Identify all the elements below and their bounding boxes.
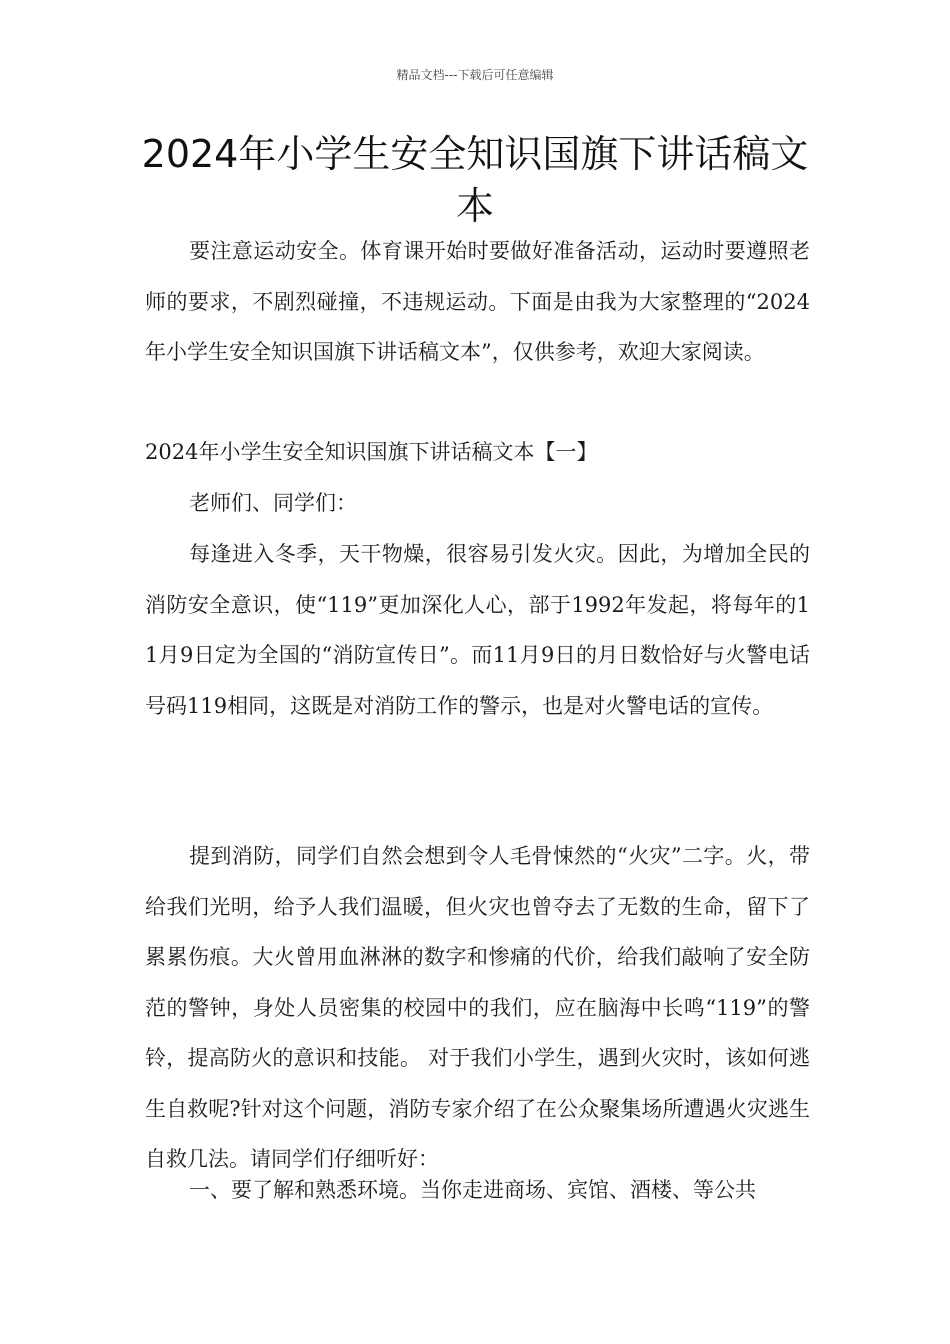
document-title: 2024年小学生安全知识国旗下讲话稿文本 [141,132,809,228]
greeting-line: 老师们、同学们： [189,491,357,515]
intro-paragraph: 要注意运动安全。体育课开始时要做好准备活动，运动时要遵照老师的要求，不剧烈碰撞，不违规运动。下面是由我为大家整理的“2024年小学生安全知识国旗下讲话稿文本”，仅供参考，欢迎大家阅读。 [145,239,810,364]
page-header-note: 精品文档---下载后可任意编辑 [396,68,554,82]
body-paragraph-2: 提到消防，同学们自然会想到令人毛骨悚然的“火灾”二字。火，带给我们光明，给予人我们温暖，但火灾也曾夺去了无数的生命，留下了累累伤痕。大火曾用血淋淋的数字和惨痛的代价，给我们敲响了安全防范的警钟，身处人员密集的校园中的我们，应在脑海中长鸣“119”的警铃，提高防火的意识和技能。 对于我们小学生，遇到火灾时，该如何逃生自救呢?针对这个问题，消防专家介绍了在公众聚集场所遭遇火灾逃生自救几法。请同学们仔细听好： [145,844,810,1171]
body-paragraph-3: 一、要了解和熟悉环境。当你走进商场、宾馆、酒楼、等公共 [189,1178,756,1202]
section-heading: 2024年小学生安全知识国旗下讲话稿文本【一】 [145,440,598,464]
body-paragraph-1: 每逢进入冬季，天干物燥，很容易引发火灾。因此，为增加全民的消防安全意识，使“119”更加深化人心，部于1992年发起，将每年的11月9日定为全国的“消防宣传日”。而11月9日的月日数恰好与火警电话号码119相同，这既是对消防工作的警示，也是对火警电话的宣传。 [145,542,810,718]
